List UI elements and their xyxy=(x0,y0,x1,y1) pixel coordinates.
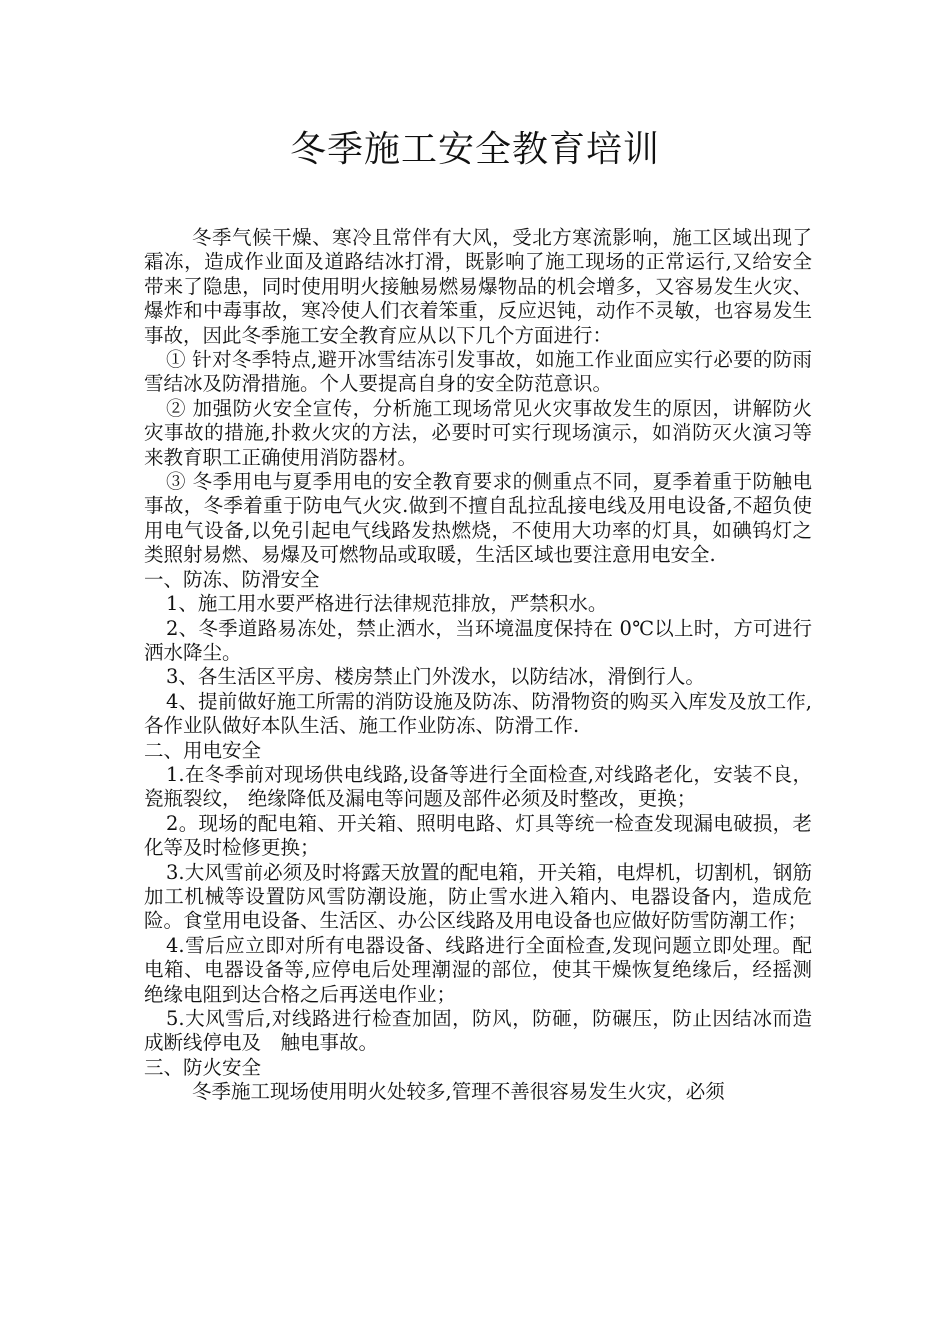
point-3-paragraph: ③ 冬季用电与夏季用电的安全教育要求的侧重点不同，夏季着重于防触电事故，冬季着重于防电气火灾.做到不擅自乱拉乱接电线及用电设备,不超负使用电气设备,以免引起电气线路发热燃烧，不使用大功率的灯具，如碘钨灯之类照射易燃、易爆及可燃物品或取暖，生活区域也要注意用电安全. xyxy=(144,470,812,567)
point-1-paragraph: ① 针对冬季特点,避开冰雪结冻引发事故，如施工作业面应实行必要的防雨雪结冰及防滑措施。个人要提高自身的安全防范意识。 xyxy=(144,348,812,396)
electrical-item-3: 3.大风雪前必须及时将露天放置的配电箱，开关箱，电焊机，切割机，钢筋加工机械等设置防风雪防潮设施，防止雪水进入箱内、电器设备内，造成危险。食堂用电设备、生活区、办公区线路及用电设备也应做好防雪防潮工作； xyxy=(144,860,812,933)
antifreeze-item-3: 3、各生活区平房、楼房禁止门外泼水，以防结冰，滑倒行人。 xyxy=(166,665,705,689)
section-heading-electrical: 二、用电安全 xyxy=(144,738,262,762)
intro-paragraph: 冬季气候干燥、寒冷且常伴有大风，受北方寒流影响，施工区域出现了霜冻，造成作业面及道路结冰打滑，既影响了施工现场的正常运行,又给安全带来了隐患，同时使用明火接触易燃易爆物品的机会增多，又容易发生火灾、爆炸和中毒事故，寒冷使人们衣着笨重，反应迟钝，动作不灵敏，也容易发生事故，因此冬季施工安全教育应从以下几个方面进行： xyxy=(144,226,812,347)
electrical-item-1: 1.在冬季前对现场供电线路,设备等进行全面检查,对线路老化，安装不良，瓷瓶裂纹， 绝缘降低及漏电等问题及部件必须及时整改，更换； xyxy=(144,762,812,811)
fire-paragraph: 冬季施工现场使用明火处较多,管理不善很容易发生火灾，必须 xyxy=(192,1080,725,1104)
antifreeze-item-4: 4、提前做好施工所需的消防设施及防冻、防滑物资的购买入库发及放工作,各作业队做好本队生活、施工作业防冻、防滑工作. xyxy=(144,689,812,738)
document-body xyxy=(144,226,812,1105)
antifreeze-item-2: 2、冬季道路易冻处，禁止洒水，当环境温度保持在 0℃以上时，方可进行洒水降尘。 xyxy=(144,616,812,664)
point-2-paragraph: ② 加强防火安全宣传，分析施工现场常见火灾事故发生的原因，讲解防火灾事故的措施,扑救火灾的方法，必要时可实行现场演示，如消防灭火演习等来教育职工正确使用消防器材。 xyxy=(144,396,812,469)
section-heading-fire: 三、防火安全 xyxy=(144,1055,262,1079)
electrical-item-4: 4.雪后应立即对所有电器设备、线路进行全面检查,发现问题立即处理。配电箱、电器设备等,应停电后处理潮湿的部位，使其干燥恢复绝缘后，经摇测绝缘电阻到达合格之后再送电作业； xyxy=(144,933,812,1006)
electrical-item-2: 2。现场的配电箱、开关箱、照明电路、灯具等统一检查发现漏电破损，老化等及时检修更换； xyxy=(144,811,812,860)
section-heading-antifreeze: 一、防冻、防滑安全 xyxy=(144,567,320,591)
electrical-item-5: 5.大风雪后,对线路进行检查加固，防风，防砸，防碾压，防止因结冰而造成断线停电及 触电事故。 xyxy=(144,1007,812,1055)
document-title: 冬季施工安全教育培训 xyxy=(289,129,660,170)
antifreeze-item-1: 1、施工用水要严格进行法律规范排放，严禁积水。 xyxy=(166,592,608,616)
